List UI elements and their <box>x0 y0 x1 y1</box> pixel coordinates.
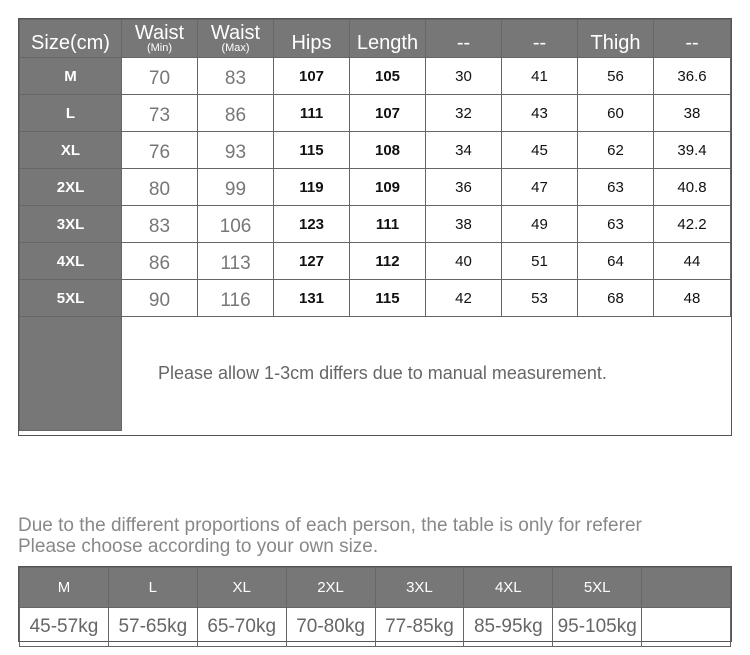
table-cell: 64 <box>578 243 654 280</box>
table-cell: 60 <box>578 95 654 132</box>
column-header <box>274 20 350 58</box>
size-disclaimer <box>18 515 642 557</box>
column-header <box>578 20 654 58</box>
weight-range: 85-95kg <box>464 608 553 647</box>
column-header <box>20 20 122 58</box>
row-size-label: 4XL <box>20 243 122 280</box>
column-header-sublabel: (Max) <box>221 42 250 54</box>
table-cell: 49 <box>502 206 578 243</box>
column-header-label: Thigh <box>590 32 641 54</box>
column-header <box>350 20 426 58</box>
column-header <box>122 20 198 58</box>
weight-range: 57-65kg <box>108 608 197 647</box>
table-cell: 111 <box>350 206 426 243</box>
table-cell: 127 <box>274 243 350 280</box>
weight-range-row <box>20 608 731 647</box>
table-cell: 113 <box>198 243 274 280</box>
table-cell: 44 <box>654 243 731 280</box>
table-row <box>20 280 731 317</box>
row-size-label: XL <box>20 132 122 169</box>
table-cell: 123 <box>274 206 350 243</box>
table-cell: 111 <box>274 95 350 132</box>
table-cell: 105 <box>350 58 426 95</box>
table-cell: 93 <box>198 132 274 169</box>
column-header <box>502 20 578 58</box>
table-cell: 73 <box>122 95 198 132</box>
table-cell: 53 <box>502 280 578 317</box>
table-cell: 63 <box>578 169 654 206</box>
table-row <box>20 206 731 243</box>
table-cell: 56 <box>578 58 654 95</box>
table-cell: 36.6 <box>654 58 731 95</box>
table-cell: 70 <box>122 58 198 95</box>
weight-range: 65-70kg <box>197 608 286 647</box>
table-cell: 107 <box>350 95 426 132</box>
note-row <box>20 317 731 431</box>
column-header-label: Waist <box>210 22 261 44</box>
table-cell: 86 <box>122 243 198 280</box>
column-header-label: -- <box>685 32 699 54</box>
column-header-label: Length <box>356 32 419 54</box>
table-cell: 41 <box>502 58 578 95</box>
table-cell: 83 <box>198 58 274 95</box>
weight-size-label: 3XL <box>375 568 464 608</box>
weight-size-label: L <box>108 568 197 608</box>
table-cell: 38 <box>654 95 731 132</box>
column-header-label: Size(cm) <box>31 32 110 54</box>
table-cell: 47 <box>502 169 578 206</box>
note-row-label-cell <box>20 317 122 431</box>
table-cell: 83 <box>122 206 198 243</box>
table-row <box>20 169 731 206</box>
table-cell: 34 <box>426 132 502 169</box>
table-cell: 108 <box>350 132 426 169</box>
column-header-label: Waist <box>134 22 185 44</box>
table-cell: 68 <box>578 280 654 317</box>
table-cell: 86 <box>198 95 274 132</box>
row-size-label: 3XL <box>20 206 122 243</box>
table-cell: 48 <box>654 280 731 317</box>
disclaimer-line-1: Due to the different proportions of each person, the table is only for referer <box>18 515 642 536</box>
weight-size-label: M <box>20 568 109 608</box>
table-cell: 38 <box>426 206 502 243</box>
table-cell: 106 <box>198 206 274 243</box>
column-header-label: -- <box>456 32 471 54</box>
table-cell: 63 <box>578 206 654 243</box>
table-cell: 115 <box>350 280 426 317</box>
size-chart-table <box>18 18 732 436</box>
weight-range: 45-57kg <box>20 608 109 647</box>
weight-size-label: 4XL <box>464 568 553 608</box>
row-size-label: L <box>20 95 122 132</box>
weight-size-row <box>20 568 731 608</box>
table-cell: 112 <box>350 243 426 280</box>
table-cell: 80 <box>122 169 198 206</box>
weight-size-label: 5XL <box>553 568 642 608</box>
table-row <box>20 132 731 169</box>
row-size-label: 2XL <box>20 169 122 206</box>
table-cell: 42.2 <box>654 206 731 243</box>
table-cell: 40 <box>426 243 502 280</box>
table-cell: 90 <box>122 280 198 317</box>
column-header-label: -- <box>532 32 547 54</box>
table-cell: 36 <box>426 169 502 206</box>
table-cell: 131 <box>274 280 350 317</box>
table-cell: 99 <box>198 169 274 206</box>
column-header-label: Hips <box>291 32 332 54</box>
table-cell: 42 <box>426 280 502 317</box>
weight-chart-table <box>18 566 732 642</box>
weight-range: 70-80kg <box>286 608 375 647</box>
column-header <box>198 20 274 58</box>
table-cell: 51 <box>502 243 578 280</box>
table-cell: 45 <box>502 132 578 169</box>
weight-range: 95-105kg <box>553 608 642 647</box>
weight-size-label: XL <box>197 568 286 608</box>
weight-range <box>642 608 731 647</box>
table-cell: 32 <box>426 95 502 132</box>
table-cell: 119 <box>274 169 350 206</box>
table-cell: 107 <box>274 58 350 95</box>
table-row <box>20 58 731 95</box>
measurement-note: Please allow 1-3cm differs due to manual measurement. <box>158 363 607 384</box>
column-header <box>426 20 502 58</box>
row-size-label: M <box>20 58 122 95</box>
weight-size-label: 2XL <box>286 568 375 608</box>
table-cell: 40.8 <box>654 169 731 206</box>
column-header <box>654 20 731 58</box>
table-cell: 62 <box>578 132 654 169</box>
table-cell: 39.4 <box>654 132 731 169</box>
disclaimer-line-2: Please choose according to your own size. <box>18 536 379 557</box>
table-cell: 109 <box>350 169 426 206</box>
table-row <box>20 95 731 132</box>
row-size-label: 5XL <box>20 280 122 317</box>
table-cell: 30 <box>426 58 502 95</box>
table-cell: 115 <box>274 132 350 169</box>
column-header-sublabel: (Min) <box>146 42 173 54</box>
weight-range: 77-85kg <box>375 608 464 647</box>
table-row <box>20 243 731 280</box>
table-cell: 116 <box>198 280 274 317</box>
table-cell: 43 <box>502 95 578 132</box>
size-chart-header-row <box>20 20 731 58</box>
weight-size-label <box>642 568 731 608</box>
table-cell: 76 <box>122 132 198 169</box>
